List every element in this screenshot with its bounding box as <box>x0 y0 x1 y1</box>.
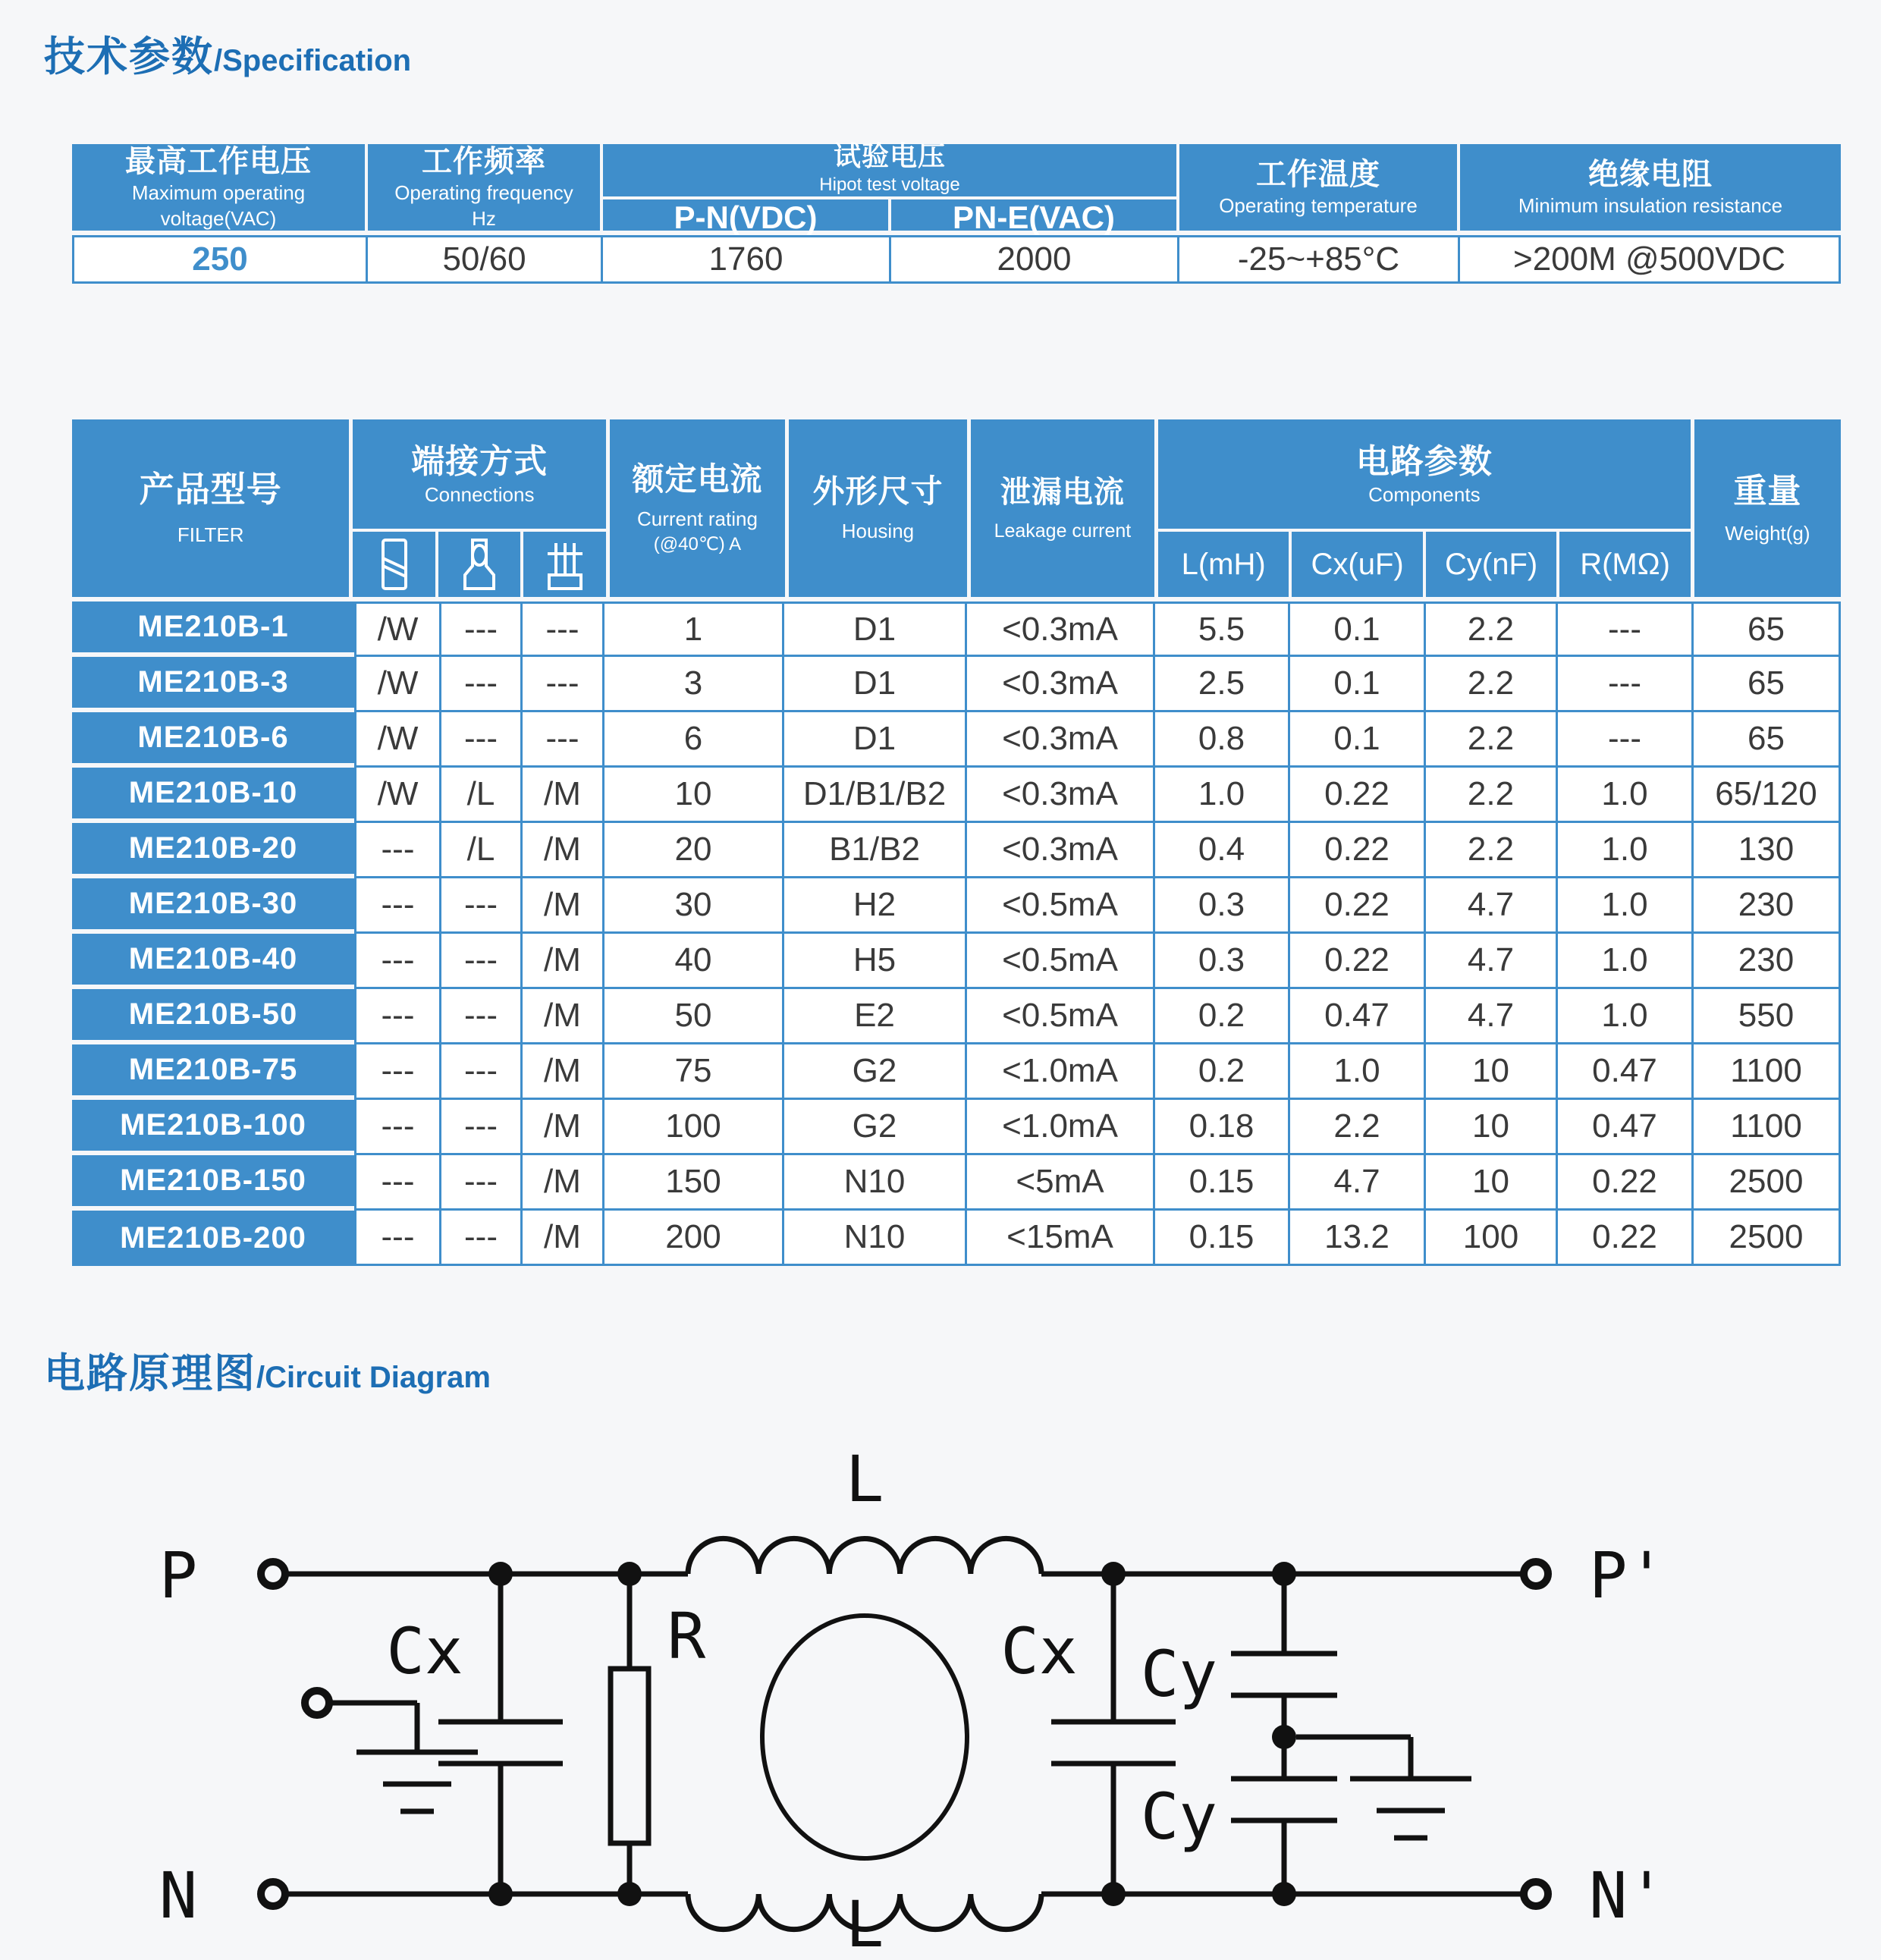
label-n-in: N <box>159 1858 198 1933</box>
product-row <box>72 934 1841 989</box>
current-en1: Current rating <box>636 507 758 531</box>
choke-coil-top <box>688 1538 1041 1574</box>
value-temperature: -25~+85°C <box>1179 235 1460 284</box>
hipot-subheaders <box>603 199 1176 236</box>
product-cell: 2500 <box>1694 1155 1841 1211</box>
product-row <box>72 878 1841 934</box>
leakage-zh: 泄漏电流 <box>1000 475 1125 509</box>
hipot-en: Hipot test voltage <box>819 174 960 195</box>
product-cell: G2 <box>784 1044 967 1100</box>
product-cell: --- <box>523 602 604 657</box>
product-cell: 10 <box>604 768 784 823</box>
product-cell: /W <box>354 657 441 712</box>
connections-label <box>353 419 606 532</box>
product-cell: D1/B1/B2 <box>784 768 967 823</box>
product-cell: --- <box>354 823 441 878</box>
label-cx-left: Cx <box>386 1614 463 1688</box>
product-cell: H2 <box>784 878 967 934</box>
spec-header-hipot <box>603 140 1179 236</box>
product-cell: <0.5mA <box>967 934 1155 989</box>
label-cx-right: Cx <box>1000 1614 1078 1688</box>
value-max-voltage: 250 <box>72 235 368 284</box>
product-cell: 2.2 <box>1426 768 1558 823</box>
insulation-en: Minimum insulation resistance <box>1518 194 1783 218</box>
product-cell: G2 <box>784 1100 967 1155</box>
product-model: ME210B-10 <box>72 768 354 823</box>
product-model: ME210B-150 <box>72 1155 354 1211</box>
product-cell: 13.2 <box>1290 1211 1426 1266</box>
hipot-pne-vac: PN-E(VAC) <box>953 199 1115 236</box>
max-voltage-en2: voltage(VAC) <box>160 207 277 230</box>
product-cell: /W <box>354 768 441 823</box>
product-cell: 230 <box>1694 878 1841 934</box>
product-cell: 1.0 <box>1558 989 1694 1044</box>
product-cell: --- <box>354 989 441 1044</box>
product-cell: 20 <box>604 823 784 878</box>
product-cell: 1.0 <box>1558 878 1694 934</box>
product-row <box>72 1211 1841 1266</box>
product-cell: /M <box>523 768 604 823</box>
label-l-top: L <box>845 1442 884 1516</box>
product-cell: /M <box>523 989 604 1044</box>
product-cell: 0.22 <box>1290 768 1426 823</box>
product-model: ME210B-1 <box>72 602 354 657</box>
p-out-terminal <box>1524 1562 1548 1586</box>
label-p-in: P <box>159 1538 198 1613</box>
product-cell: 130 <box>1694 823 1841 878</box>
circuit-title-zh: 电路原理图 <box>44 1351 256 1396</box>
spec-header-insulation <box>1460 144 1841 231</box>
product-cell: --- <box>1558 602 1694 657</box>
product-cell: 4.7 <box>1426 934 1558 989</box>
product-table <box>72 419 1841 1266</box>
product-cell: 40 <box>604 934 784 989</box>
product-cell: 0.47 <box>1290 989 1426 1044</box>
circuit-title-en: /Circuit Diagram <box>256 1361 491 1394</box>
product-cell: <0.3mA <box>967 657 1155 712</box>
connection-type-block <box>523 532 606 597</box>
product-cell: 2.2 <box>1426 823 1558 878</box>
product-cell: 0.8 <box>1155 712 1290 768</box>
subheader-r: R(MΩ) <box>1580 547 1670 581</box>
product-cell: 6 <box>604 712 784 768</box>
n-terminal <box>261 1882 285 1906</box>
product-cell: 0.47 <box>1558 1044 1694 1100</box>
product-cell: 150 <box>604 1155 784 1211</box>
product-cell: 1.0 <box>1155 768 1290 823</box>
product-cell: 100 <box>604 1100 784 1155</box>
housing-en: Housing <box>841 520 915 543</box>
product-cell: 550 <box>1694 989 1841 1044</box>
weight-zh: 重量 <box>1733 472 1802 510</box>
product-cell: --- <box>1558 657 1694 712</box>
product-model: ME210B-200 <box>72 1211 354 1266</box>
product-model: ME210B-50 <box>72 989 354 1044</box>
product-cell: --- <box>354 1100 441 1155</box>
hipot-label <box>603 139 1176 199</box>
label-r: R <box>667 1599 706 1673</box>
product-cell: 0.4 <box>1155 823 1290 878</box>
product-cell: 0.22 <box>1558 1155 1694 1211</box>
product-cell: 0.3 <box>1155 934 1290 989</box>
spec-title-en: /Specification <box>214 44 412 77</box>
spec-table <box>72 140 1841 284</box>
product-cell: 10 <box>1426 1155 1558 1211</box>
frequency-zh: 工作频率 <box>422 145 546 179</box>
value-pn-vdc: 1760 <box>603 235 891 284</box>
spec-section-title <box>44 24 411 83</box>
product-row <box>72 1155 1841 1211</box>
subheader-cx: Cx(uF) <box>1292 532 1425 597</box>
product-cell: H5 <box>784 934 967 989</box>
connections-en: Connections <box>424 482 535 506</box>
product-cell: 0.22 <box>1558 1211 1694 1266</box>
connection-type-wire <box>353 532 438 597</box>
product-cell: N10 <box>784 1211 967 1266</box>
product-row <box>72 823 1841 878</box>
product-cell: 0.22 <box>1290 823 1426 878</box>
components-zh: 电路参数 <box>1355 442 1493 480</box>
product-cell: 0.2 <box>1155 989 1290 1044</box>
header-current <box>610 419 789 597</box>
product-cell: --- <box>1558 712 1694 768</box>
circuit-diagram <box>0 1384 1881 1960</box>
header-model <box>72 419 353 597</box>
product-cell: --- <box>523 712 604 768</box>
product-cell: --- <box>354 878 441 934</box>
insulation-zh: 绝缘电阻 <box>1588 158 1713 192</box>
product-cell: 0.22 <box>1290 878 1426 934</box>
hipot-zh: 试验电压 <box>833 140 946 171</box>
header-leakage <box>971 419 1158 597</box>
product-cell: --- <box>354 934 441 989</box>
product-cell: 65 <box>1694 602 1841 657</box>
product-cell: --- <box>441 712 523 768</box>
product-cell: --- <box>441 934 523 989</box>
product-cell: --- <box>441 602 523 657</box>
product-cell: /M <box>523 823 604 878</box>
frequency-en1: Operating frequency <box>394 181 573 205</box>
choke-core <box>762 1616 967 1858</box>
product-cell: 5.5 <box>1155 602 1290 657</box>
product-cell: /M <box>523 1044 604 1100</box>
components-en: Components <box>1368 482 1481 506</box>
product-cell: 65 <box>1694 712 1841 768</box>
product-cell: 65/120 <box>1694 768 1841 823</box>
product-row <box>72 989 1841 1044</box>
product-cell: --- <box>354 1211 441 1266</box>
spec-table-values-row <box>72 235 1841 284</box>
n-out-terminal <box>1524 1882 1548 1906</box>
subheader-l: L(mH) <box>1158 532 1292 597</box>
spec-table-header <box>72 140 1841 236</box>
current-en2: (@40℃) A <box>653 533 742 554</box>
product-cell: 1 <box>604 602 784 657</box>
product-cell: --- <box>441 1044 523 1100</box>
product-cell: /M <box>523 1155 604 1211</box>
model-zh: 产品型号 <box>139 470 282 510</box>
product-cell: <1.0mA <box>967 1044 1155 1100</box>
label-p-out: P' <box>1589 1538 1666 1613</box>
connection-type-lug <box>438 532 524 597</box>
model-en: FILTER <box>177 523 244 546</box>
temperature-zh: 工作温度 <box>1256 158 1380 192</box>
product-model: ME210B-6 <box>72 712 354 768</box>
product-cell: 0.15 <box>1155 1211 1290 1266</box>
wire-icon <box>372 536 416 593</box>
r-resistor <box>611 1669 648 1843</box>
product-cell: 0.2 <box>1155 1044 1290 1100</box>
product-cell: /M <box>523 1211 604 1266</box>
product-cell: 0.15 <box>1155 1155 1290 1211</box>
lug-terminal-icon <box>457 536 501 593</box>
product-cell: 0.1 <box>1290 712 1426 768</box>
header-weight <box>1694 419 1841 597</box>
label-cy-top: Cy <box>1140 1637 1217 1711</box>
product-cell: 0.18 <box>1155 1100 1290 1155</box>
product-cell: 4.7 <box>1426 878 1558 934</box>
product-model: ME210B-3 <box>72 657 354 712</box>
product-cell: 10 <box>1426 1044 1558 1100</box>
product-cell: D1 <box>784 712 967 768</box>
product-cell: /M <box>523 878 604 934</box>
spec-header-temperature <box>1179 144 1460 231</box>
product-cell: 2.2 <box>1290 1100 1426 1155</box>
product-cell: /W <box>354 712 441 768</box>
product-cell: <1.0mA <box>967 1100 1155 1155</box>
product-model: ME210B-30 <box>72 878 354 934</box>
product-cell: <0.3mA <box>967 823 1155 878</box>
product-cell: 200 <box>604 1211 784 1266</box>
product-cell: /W <box>354 602 441 657</box>
label-cy-bottom: Cy <box>1140 1779 1217 1854</box>
product-cell: E2 <box>784 989 967 1044</box>
product-cell: 100 <box>1426 1211 1558 1266</box>
product-cell: <15mA <box>967 1211 1155 1266</box>
terminal-block-icon <box>543 536 587 593</box>
product-cell: --- <box>441 989 523 1044</box>
weight-en: Weight(g) <box>1725 521 1810 545</box>
product-cell: --- <box>441 657 523 712</box>
product-cell: <0.5mA <box>967 989 1155 1044</box>
product-cell: --- <box>523 657 604 712</box>
temperature-en: Operating temperature <box>1219 194 1418 218</box>
product-cell: 2500 <box>1694 1211 1841 1266</box>
product-cell: 0.3 <box>1155 878 1290 934</box>
product-cell: --- <box>354 1044 441 1100</box>
product-cell: --- <box>441 1155 523 1211</box>
ground-in-terminal <box>305 1691 329 1715</box>
product-cell: 2.2 <box>1426 712 1558 768</box>
product-cell: /L <box>441 768 523 823</box>
header-connections <box>353 419 610 597</box>
product-cell: 1.0 <box>1558 934 1694 989</box>
product-model: ME210B-75 <box>72 1044 354 1100</box>
product-cell: --- <box>441 1211 523 1266</box>
spec-header-max-voltage <box>72 144 368 231</box>
product-cell: 1.0 <box>1290 1044 1426 1100</box>
product-table-header <box>72 419 1841 597</box>
label-n-out: N' <box>1589 1858 1666 1933</box>
product-model: ME210B-100 <box>72 1100 354 1155</box>
connections-zh: 端接方式 <box>411 442 548 480</box>
product-cell: 0.47 <box>1558 1100 1694 1155</box>
product-cell: D1 <box>784 602 967 657</box>
product-cell: 0.1 <box>1290 657 1426 712</box>
product-cell: 75 <box>604 1044 784 1100</box>
product-cell: B1/B2 <box>784 823 967 878</box>
product-cell: 2.5 <box>1155 657 1290 712</box>
product-row <box>72 712 1841 768</box>
product-cell: 4.7 <box>1290 1155 1426 1211</box>
product-cell: 10 <box>1426 1100 1558 1155</box>
connection-icons <box>353 532 606 597</box>
product-cell: --- <box>441 878 523 934</box>
max-voltage-zh: 最高工作电压 <box>125 145 312 179</box>
product-cell: 1.0 <box>1558 768 1694 823</box>
max-voltage-en1: Maximum operating <box>131 181 306 205</box>
product-cell: 65 <box>1694 657 1841 712</box>
p-terminal <box>261 1562 285 1586</box>
value-pne-vac: 2000 <box>891 235 1179 284</box>
product-cell: <0.3mA <box>967 712 1155 768</box>
product-cell: D1 <box>784 657 967 712</box>
product-cell: 50 <box>604 989 784 1044</box>
header-components <box>1158 419 1694 597</box>
product-row <box>72 602 1841 657</box>
product-cell: <0.3mA <box>967 602 1155 657</box>
product-cell: 1100 <box>1694 1100 1841 1155</box>
header-housing <box>789 419 971 597</box>
product-cell: N10 <box>784 1155 967 1211</box>
product-cell: --- <box>354 1155 441 1211</box>
subheader-cy: Cy(nF) <box>1426 532 1559 597</box>
product-row <box>72 1100 1841 1155</box>
product-cell: /L <box>441 823 523 878</box>
product-cell: /M <box>523 934 604 989</box>
label-l-bottom: L <box>845 1887 884 1960</box>
product-cell: 2.2 <box>1426 602 1558 657</box>
product-cell: --- <box>441 1100 523 1155</box>
value-insulation: >200M @500VDC <box>1460 235 1841 284</box>
product-cell: 30 <box>604 878 784 934</box>
housing-zh: 外形尺寸 <box>812 473 944 509</box>
frequency-en2: Hz <box>472 207 496 230</box>
product-row <box>72 768 1841 823</box>
spec-header-frequency <box>368 144 603 231</box>
product-cell: <0.3mA <box>967 768 1155 823</box>
hipot-pn-vdc: P-N(VDC) <box>603 199 891 236</box>
product-model: ME210B-20 <box>72 823 354 878</box>
product-row <box>72 1044 1841 1100</box>
product-cell: 230 <box>1694 934 1841 989</box>
product-cell: 1100 <box>1694 1044 1841 1100</box>
value-frequency: 50/60 <box>368 235 603 284</box>
product-row <box>72 657 1841 712</box>
product-cell: /M <box>523 1100 604 1155</box>
product-cell: 4.7 <box>1426 989 1558 1044</box>
components-label <box>1158 419 1691 532</box>
product-cell: 0.22 <box>1290 934 1426 989</box>
spec-title-zh: 技术参数 <box>44 34 214 80</box>
product-table-body <box>72 602 1841 1266</box>
current-zh: 额定电流 <box>632 460 763 497</box>
product-model: ME210B-40 <box>72 934 354 989</box>
product-cell: 1.0 <box>1558 823 1694 878</box>
product-cell: 3 <box>604 657 784 712</box>
product-cell: <5mA <box>967 1155 1155 1211</box>
product-cell: 0.1 <box>1290 602 1426 657</box>
components-subheaders <box>1158 532 1691 597</box>
leakage-en: Leakage current <box>994 520 1132 542</box>
product-cell: <0.5mA <box>967 878 1155 934</box>
product-cell: 2.2 <box>1426 657 1558 712</box>
